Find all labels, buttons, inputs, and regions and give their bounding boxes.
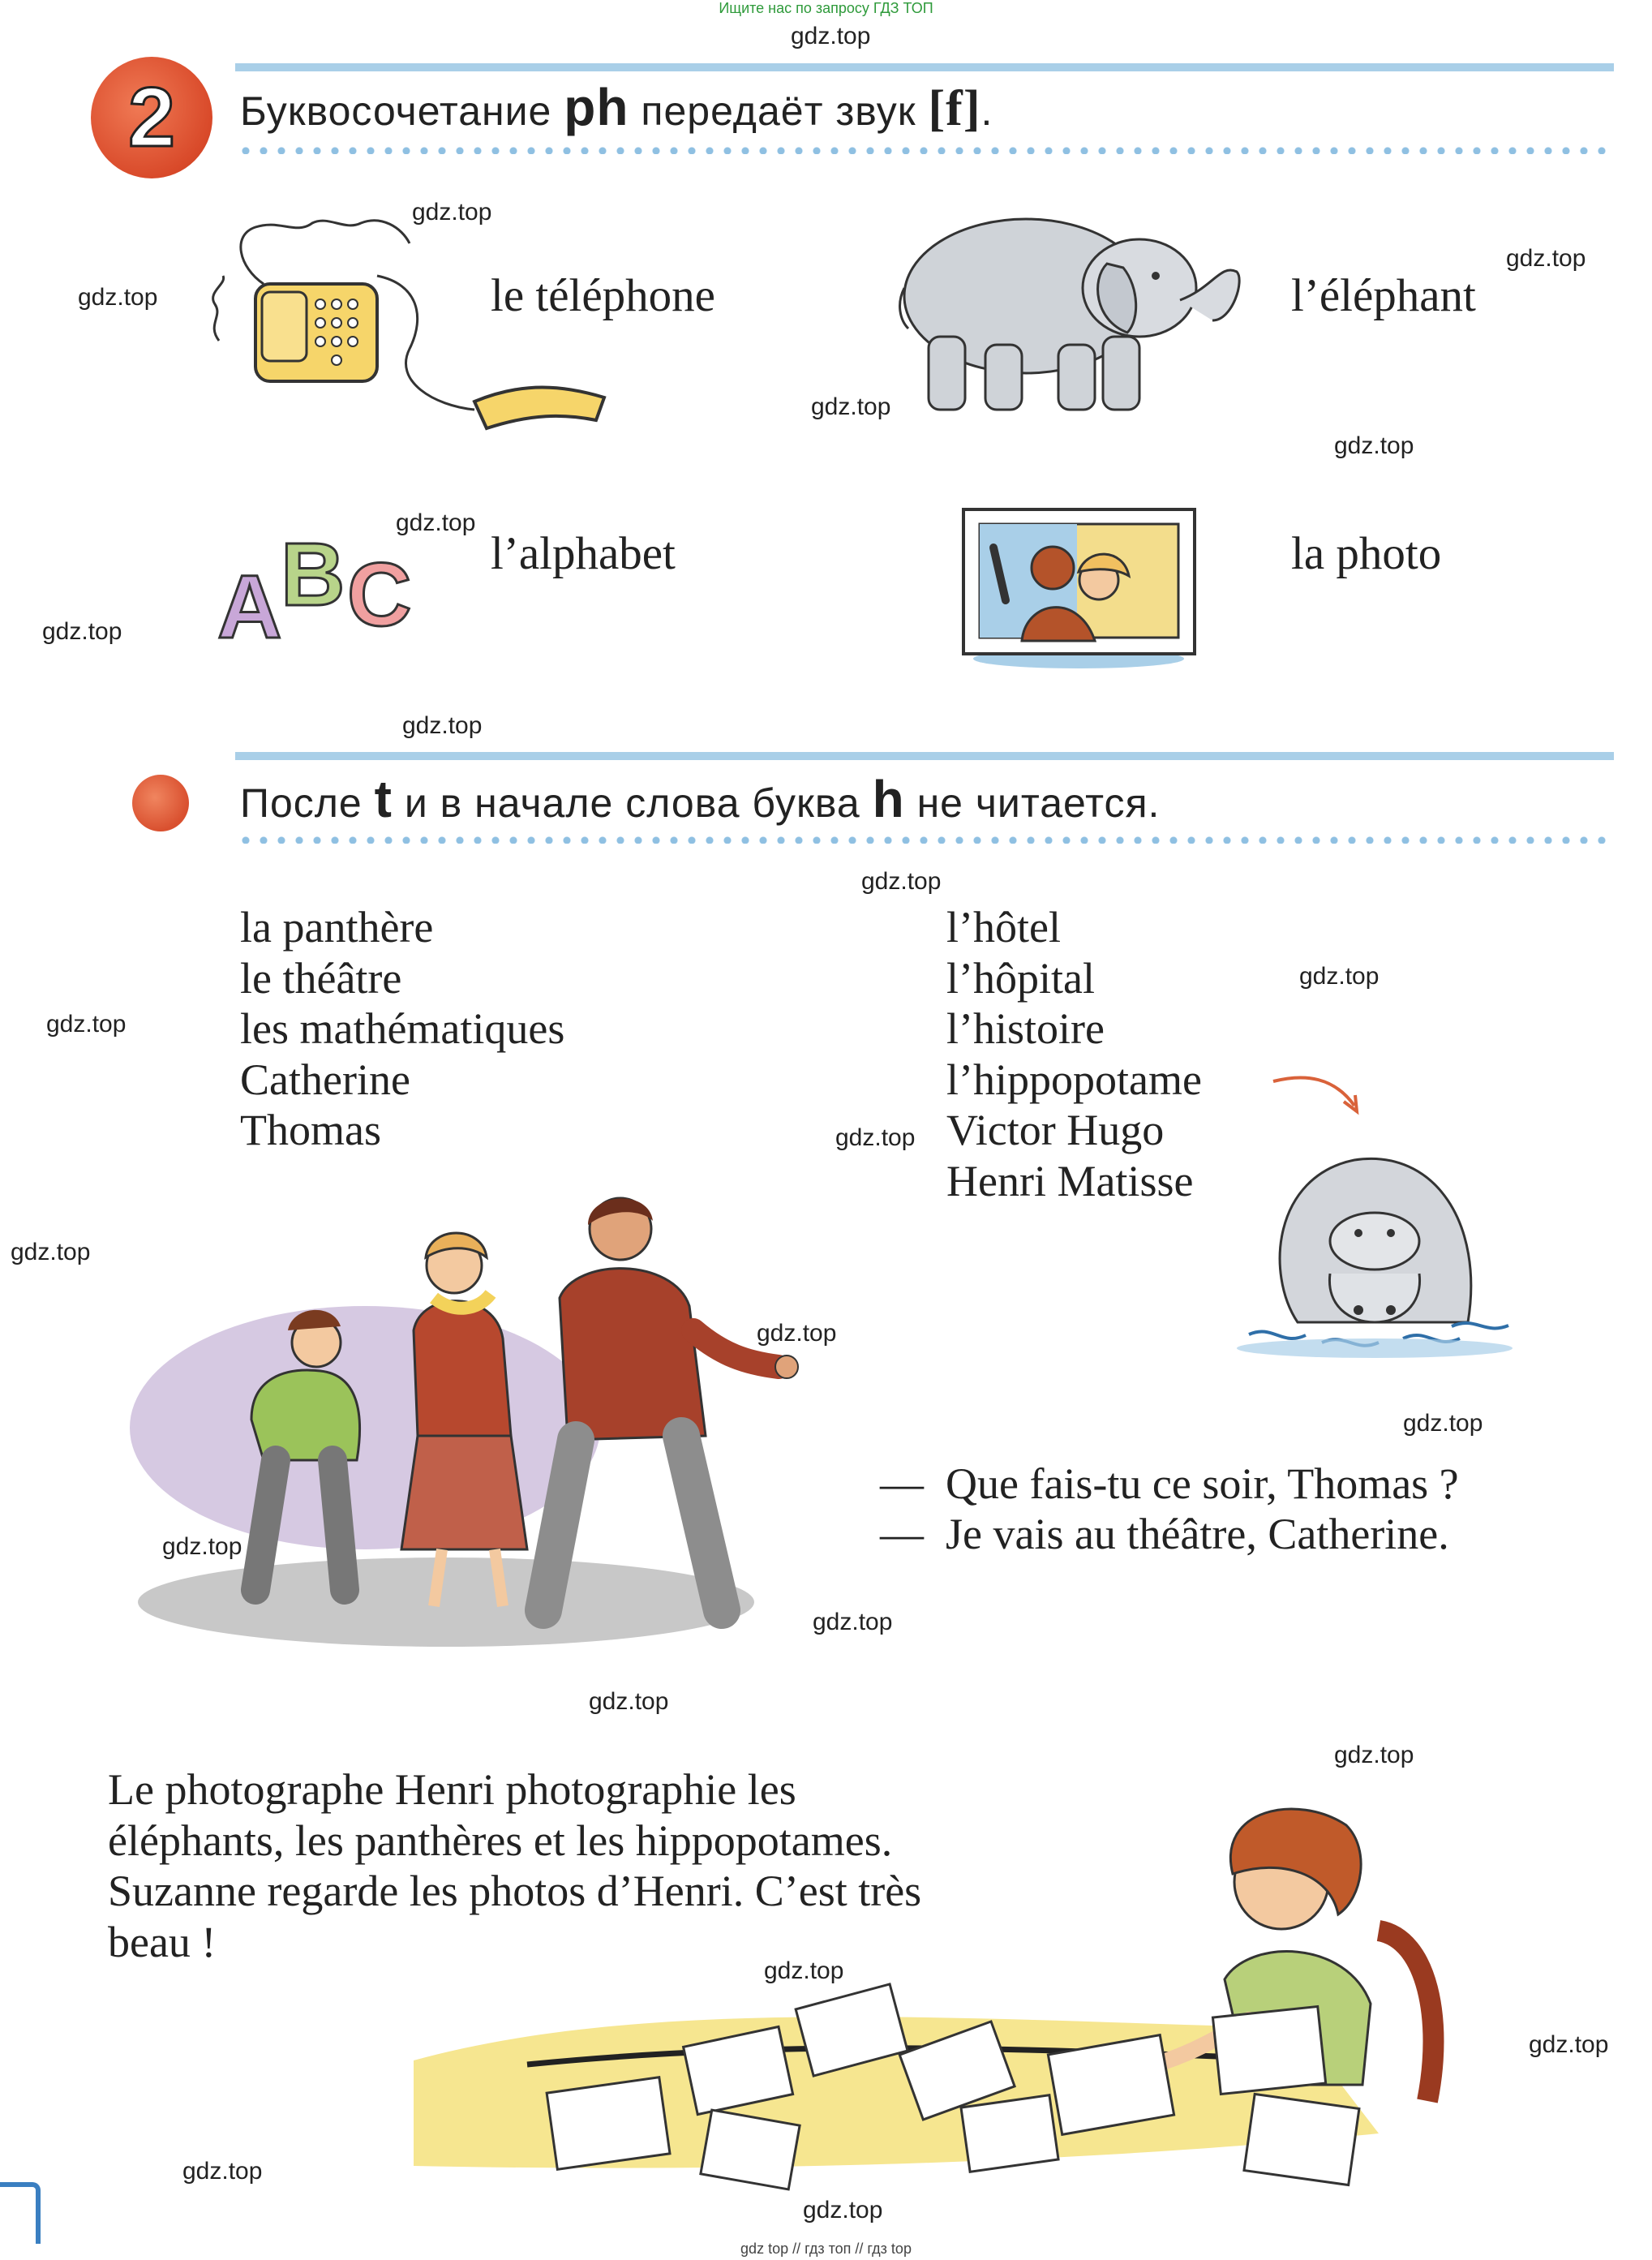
word-list-left <box>240 902 564 1156</box>
paragraph-line: Suzanne regarde les photos d’Henri. C’est très <box>108 1867 922 1915</box>
watermark: gdz.top <box>1506 245 1586 272</box>
word-item: les mathématiques <box>240 1004 565 1053</box>
word-telephone: le téléphone <box>491 270 715 321</box>
watermark: gdz.top <box>1299 963 1380 990</box>
footer-note: gdz top // гдз топ // гдз top <box>740 2241 912 2257</box>
rule-ph-end: . <box>980 88 993 134</box>
watermark: gdz.top <box>1334 1742 1414 1768</box>
letter-a: A <box>217 557 282 657</box>
suzanne-photos-illustration <box>405 1777 1609 2231</box>
rule-bullet <box>132 775 189 831</box>
rule-h-letter-h: h <box>872 770 905 828</box>
watermark: gdz.top <box>1403 1410 1483 1437</box>
watermark: gdz.top <box>402 712 483 739</box>
watermark: gdz.top <box>764 1957 844 1984</box>
word-alphabet: l’alphabet <box>491 528 676 579</box>
word-item: l’hôpital <box>946 953 1095 1003</box>
dialog-line <box>880 1509 1459 1559</box>
word-list-right <box>946 902 1202 1206</box>
dialog <box>880 1459 1459 1559</box>
rule-ph-text <box>240 77 993 138</box>
rule-ph-middle: передаёт звук <box>641 88 916 134</box>
letter-c: C <box>347 545 412 645</box>
word-item: Victor Hugo <box>946 1106 1165 1154</box>
dialog-dash: — <box>880 1510 924 1558</box>
photo-frame-illustration <box>957 503 1200 669</box>
watermark: gdz.top <box>182 2158 263 2185</box>
word-item: le théâtre <box>240 953 402 1003</box>
rule-h-middle: и в начале слова буква <box>404 780 860 826</box>
paragraph-line: éléphants, les panthères et les hippopotames. <box>108 1815 893 1865</box>
page-corner-tab <box>0 2182 41 2244</box>
word-item: Catherine <box>240 1055 410 1104</box>
watermark: gdz.top <box>412 199 492 226</box>
dialog-dash: — <box>880 1459 924 1508</box>
rule-ph-letters: ph <box>564 78 629 136</box>
word-photo: la photo <box>1291 528 1442 579</box>
word-item: l’hippopotame <box>946 1055 1202 1104</box>
paragraph-line: Le photographe Henri photographie les <box>108 1765 796 1814</box>
exercise-number: 2 <box>128 71 175 165</box>
rule-h-end: не читается. <box>916 780 1161 826</box>
dialog-text: Je vais au théâtre, Catherine. <box>946 1510 1449 1558</box>
watermark: gdz.top <box>78 284 158 311</box>
rule-h-before: После <box>240 780 363 826</box>
family-walking-illustration <box>122 1168 811 1655</box>
dialog-text: Que fais-tu ce soir, Thomas ? <box>946 1459 1459 1508</box>
watermark: gdz.top <box>11 1239 91 1265</box>
word-item: Henri Matisse <box>946 1156 1194 1205</box>
rule-dotted-line <box>237 836 1616 844</box>
watermark: gdz.top <box>861 868 942 895</box>
word-item: l’hôtel <box>946 903 1061 952</box>
watermark: gdz.top <box>803 2197 883 2223</box>
rule-ph-before: Буквосочетание <box>240 88 552 134</box>
watermark: gdz.top <box>813 1609 893 1635</box>
rule-dotted-line <box>237 146 1616 154</box>
rule-h-text <box>240 769 1160 829</box>
watermark: gdz.top <box>835 1124 916 1151</box>
rule-h-letter-t: t <box>374 770 393 828</box>
exercise-number-badge <box>91 57 212 178</box>
word-item: l’histoire <box>946 1004 1105 1053</box>
telephone-illustration <box>207 219 645 438</box>
word-item: Thomas <box>240 1106 381 1154</box>
watermark: gdz.top <box>162 1533 242 1560</box>
watermark: gdz.top <box>589 1688 669 1715</box>
arrow-icon <box>1269 1069 1367 1118</box>
dialog-line <box>880 1459 1459 1509</box>
watermark: gdz.top <box>396 509 476 536</box>
header-note: Ищите нас по запросу ГДЗ ТОП <box>719 0 933 16</box>
watermark: gdz.top <box>811 393 891 420</box>
paragraph-line: beau ! <box>108 1917 217 1966</box>
watermark: gdz.top <box>1529 2031 1609 2058</box>
abc-letters-illustration <box>217 525 436 657</box>
word-elephant: l’éléphant <box>1291 270 1476 321</box>
hippo-illustration <box>1233 1144 1517 1371</box>
word-item: la panthère <box>240 903 434 952</box>
watermark: gdz.top <box>46 1011 127 1038</box>
letter-b: B <box>281 525 345 625</box>
elephant-illustration <box>896 199 1253 426</box>
rule-top-line <box>235 63 1614 71</box>
watermark: gdz.top <box>757 1320 837 1347</box>
watermark: gdz.top <box>1334 432 1414 459</box>
rule-ph-sound: [f] <box>928 81 981 136</box>
watermark: gdz.top <box>42 618 122 645</box>
watermark: gdz.top <box>791 23 871 49</box>
rule-top-line <box>235 752 1614 760</box>
